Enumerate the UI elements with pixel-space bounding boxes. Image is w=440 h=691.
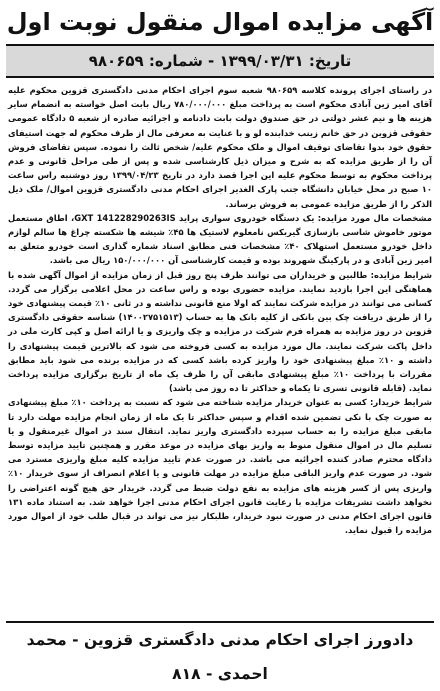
- buyer-text: کسی به عنوان خریدار مزایده شناخته می شود که نسبت به پرداخت ۱۰٪ مبلغ پیشنهادی به صورت چک با نکی تضمین شده اقدام و سپس حداکثر تا یک ماه از زمان انجام مزایده مهلت دارد تا مابقی مبلغ مزایده را به حساب سپرده دادگستری واریز نماید. انتقال سند در اموال غیرمنقول و یا تسلیم مال در اموال منقول منوط به واریز بهای مزایده در موعد مقرر و همچنین تایید مزایده توسط دادگاه محترم صادر کننده اجرائیه می باشد. در صورت عدم تایید مزایده کلیه مبلغ واریزی مسترد می شود. در صورت عدم واریز الباقی مبلغ مزایده در مهلت قانونی و یا اعلام انصراف از سوی خریدار ۱۰٪ واریزی پس از کسر هزینه های مزایده به نفع دولت ضبط می گردد. خریدار حق هیچ گونه اعتراضی را نخواهد داشت تشریفات مزایده با رعایت قانون اجرای احکام مدنی اجرا خواهد شد. به استناد ماده ۱۳۱ قانون اجرای احکام مدنی در صورت نبود خریدار، طلبکار نیز می تواند در قبال طلب خود از اموال مورد مزایده را قبول نماید.: [8, 397, 432, 536]
- terms-text: طالبین و خریداران می توانند ظرف پنج روز قبل از زمان مزایده از اموال آگهی شده با هماهنگی این اجرا بازدید نمایند. مزایده حضوری بوده و راس ساعت در محل اعلامی برگزار می گردد. کسانی می توانند در مزایده شرکت نمایند که اولا منع قانونی نداشته و در ثانی ۱۰٪ قیمت پیشنهادی خود را از طریق دریافت چک بین بانکی از کلیه بانک ها به حساب (۱۴۰۰۲۷۵۱۵۱۳) شناسه حقوقی دادگستری قزوین در روز مزایده به همراه فرم شرکت در مزایده و چک واریزی و یا ارائه اصل و کپی کارت ملی در داخل پاکت شرکت نمایند. مال مورد مزایده به کسی فروخته می شود که بالاترین قیمت پیشنهادی را داشته و ۱۰٪ مبلغ پیشنهادی خود را واریز کرده باشد کسی که در مزایده برنده می شود باید مطابق مقررات با پرداخت ۱۰٪ مبلغ پیشنهادی مابقی آن را ظرف یک ماه از تاریخ برگزاری مزایده پرداخت نماید. (قابله قانونی تسری تا یکماه و حداکثر تا ده روز می باشد): [8, 269, 432, 394]
- specs-text: یک دستگاه خودروی سواری پراید GXT 141228290263IS، اطاق مستعمل موتور خاموش شاسی بازسازی گیربکس نامعلوم لاستیک ها ۴۵٪ شیشه ها شکسته چراغ ها سالم لوازم داخل خودرو مستعمل استهلاک ۴۰٪ مشخصات فنی مطابق اسناد شماره گذاری است خودرو متعلق به امیر زین آبادی و در پارکینگ شهروند بوده و قیمت کارشناسی آن ۱۵۰/۰۰۰/۰۰۰ ریال می باشد.: [8, 212, 432, 266]
- notice-title: آگهی مزایده اموال منقول نوبت اول: [6, 8, 434, 36]
- terms-label: شرایط مزایده:: [370, 269, 432, 280]
- notice-footer-signature: دادورز اجرای احکام مدنی دادگستری قزوین - محمد احمدی - ۸۱۸: [6, 621, 434, 657]
- intro-paragraph: در راستای اجرای پرونده کلاسه ۹۸۰۶۵۹ شعبه سوم اجرای احکام مدنی دادگستری قزوین محکوم علیه آقای امیر زین آبادی محکوم است به پرداخت مبلغ ۷۸۰/۰۰۰/۰۰۰ ریال بابت اصل خواسته به انضمام سایر هزینه ها و نیم عشر دولتی در حق صندوق دولت بابت دادنامه و اجرائیه صادره از شعبه ۵ دادگاه عمومی حقوقی قزوین در حق خانم زینب خدابنده لو و با عنایت به معرفی مال از طرف محکوم له جهت استیفای حقوق خود بدوا تقاضای توقیف اموال و ملک محکوم علیه/ شخص ثالث را نموده. سپس تقاضای فروش آن را از طریق مزایده که به شرح و میزان ذیل کارشناسی شده و پس از طی مراحل قانونی و عدم پرداخت محکوم به توسط محکوم علیه این اجرا قصد دارد در تاریخ ۱۳۹۹/۰۴/۲۳ روز دوشنبه راس ساعت ۱۰ صبح در محل خیابان دانشگاه جنب پارک الغدیر اجرای احکام مدنی دادگستری قزوین اموال/ ملک ذیل الذکر را از طریق مزایده عمومی به فروش برساند.: [8, 85, 432, 209]
- terms-paragraph: [8, 268, 432, 396]
- buyer-paragraph: [8, 395, 432, 537]
- date-number-text: تاریخ: ۱۳۹۹/۰۳/۳۱ - شماره: ۹۸۰۶۵۹: [88, 52, 352, 70]
- specs-label: مشخصات مال مورد مزایده:: [317, 212, 432, 223]
- buyer-label: شرایط خریدار:: [370, 397, 433, 408]
- notice-body: [6, 78, 434, 538]
- date-number-bar: [6, 44, 434, 78]
- specs-paragraph: [8, 211, 432, 268]
